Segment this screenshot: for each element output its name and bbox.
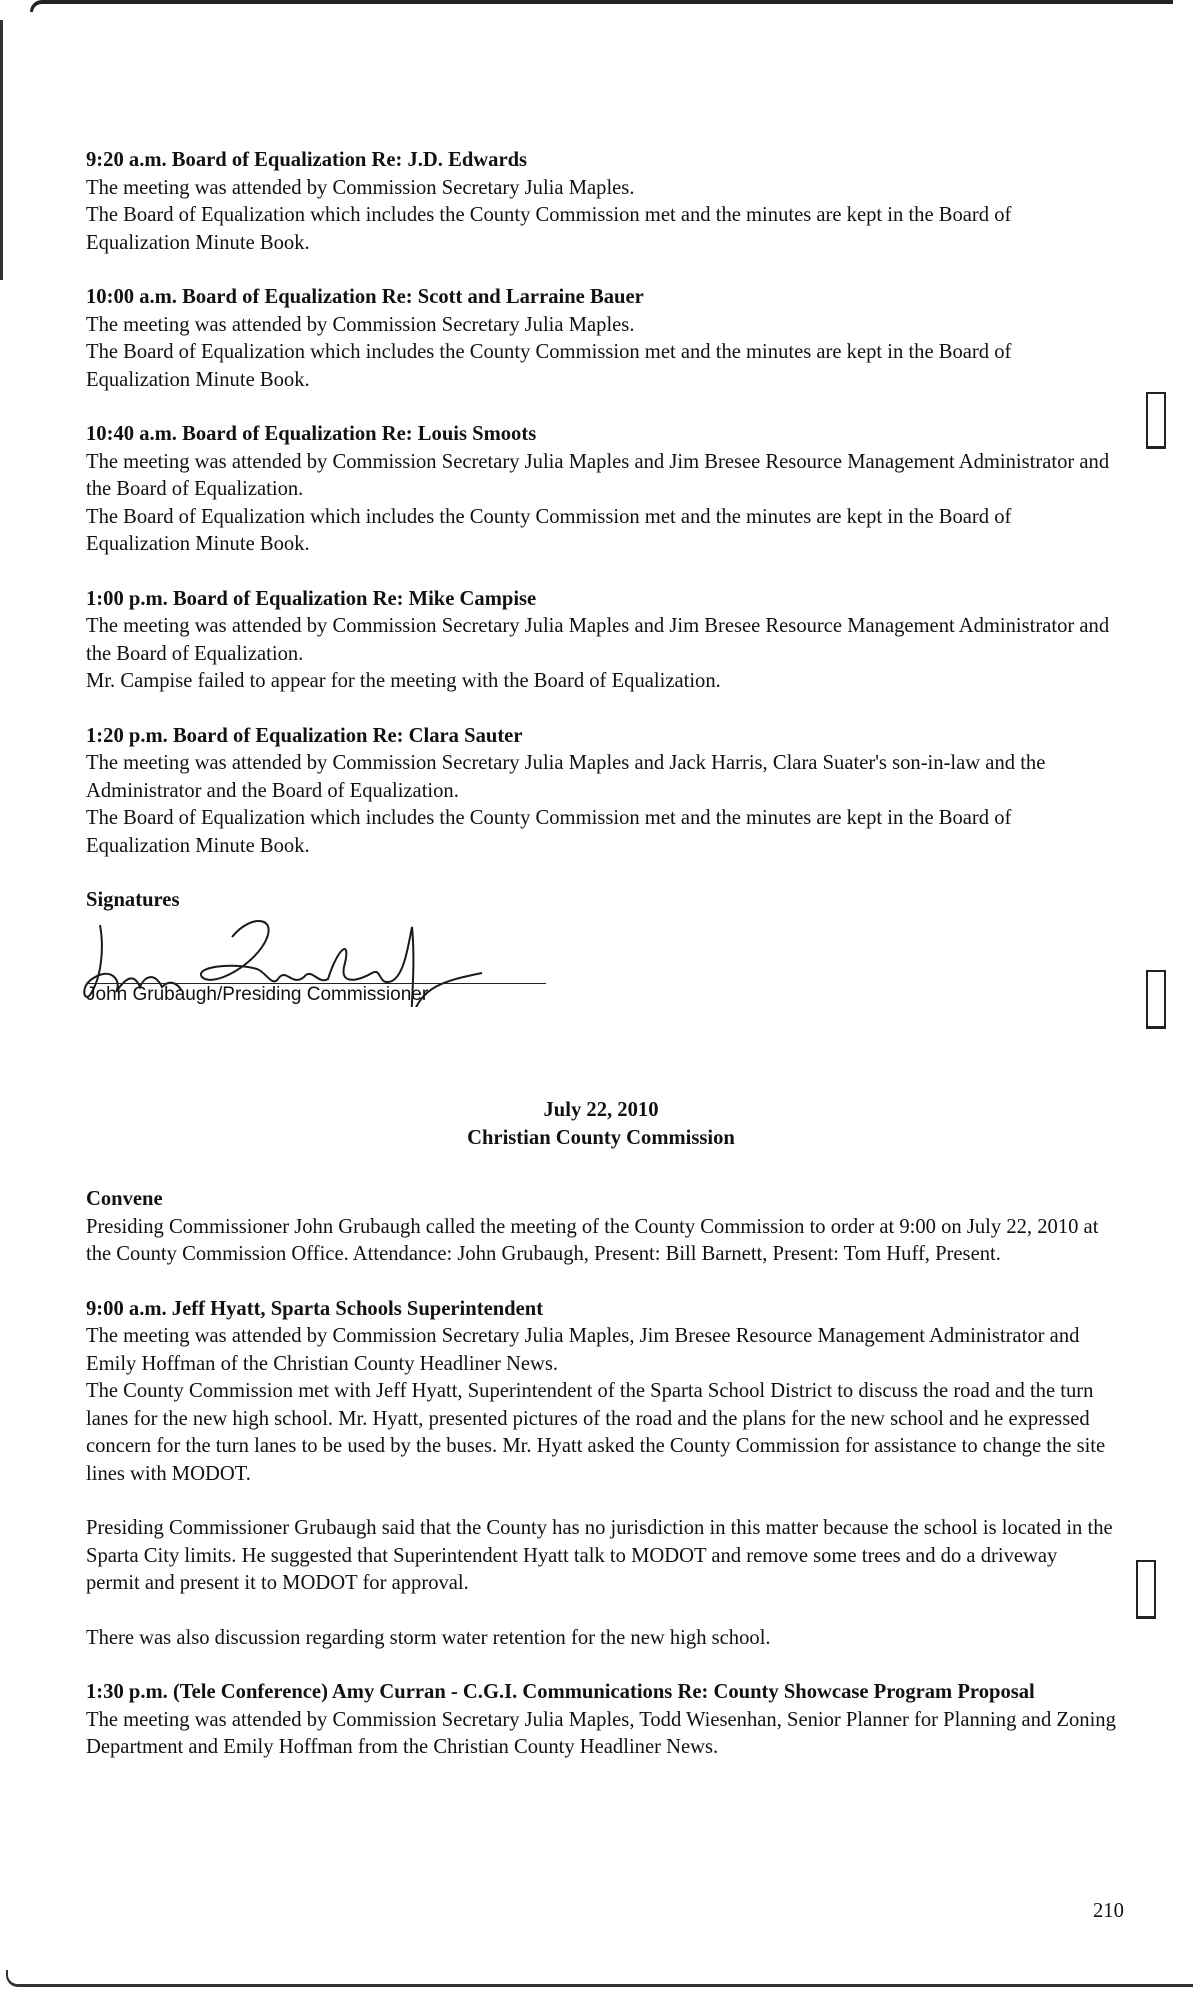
section-convene [86,1186,1116,1269]
section-smoots [86,421,1116,559]
section-heading: 9:20 a.m. Board of Equalization Re: J.D. Edwards [86,149,528,171]
section-paragraph: The meeting was attended by Commission Secretary Julia Maples and Jim Bresee Resource Management Administrator and the Board of Equalization. [86,615,1110,665]
section-heading: 1:30 p.m. (Tele Conference) Amy Curran - C.G.I. Communications Re: County Showcase Program Proposal [86,1681,1035,1703]
section-paragraph: The meeting was attended by Commission Secretary Julia Maples. [86,176,635,199]
section-heading: Convene [86,1188,163,1210]
section-paragraph: The Board of Equalization which includes the County Commission met and the minutes are kept in the Board of Equalization Minute Book. [86,505,1012,555]
session-date: July 22, 2010 [543,1099,659,1121]
section-bauer [86,284,1116,394]
section-heading: 1:00 p.m. Board of Equalization Re: Mike Campise [86,587,537,610]
section-paragraph: The Board of Equalization which includes the County Commission met and the minutes are kept in the Board of Equalization Minute Book. [86,204,1012,254]
signatures-label: Signatures [86,889,180,911]
section-heading: 1:20 p.m. Board of Equalization Re: Clara Sauter [86,724,523,747]
scan-border-bottom [6,1970,1193,1987]
section-paragraph: Mr. Campise failed to appear for the meeting with the Board of Equalization. [86,670,721,692]
section-heading: 10:40 a.m. Board of Equalization Re: Louis Smoots [86,423,537,445]
section-paragraph: There was also discussion regarding storm water retention for the new high school. [86,1626,771,1649]
section-heading: 10:00 a.m. Board of Equalization Re: Scott and Larraine Bauer [86,286,644,308]
section-paragraph: The County Commission met with Jeff Hyatt, Superintendent of the Sparta School District to discuss the road and the turn lanes for the new high school. Mr. Hyatt, presented pictures of the road and the plans for the new school and he expressed concern for the turn lanes to be used by the buses. Mr. Hyatt asked the County Commission for assistance to change the site lines with MODOT. [86,1380,1106,1485]
section-paragraph: The meeting was attended by Commission Secretary Julia Maples and Jack Harris, Clara Suater's son-in-law and the Administrator and the Board of Equalization. [86,752,1046,802]
margin-marker [1136,1560,1156,1619]
section-paragraph: The Board of Equalization which includes the County Commission met and the minutes are kept in the Board of Equalization Minute Book. [86,807,1012,857]
section-paragraph: The Board of Equalization which includes the County Commission met and the minutes are kept in the Board of Equalization Minute Book. [86,341,1012,391]
section-heading: 9:00 a.m. Jeff Hyatt, Sparta Schools Superintendent [86,1297,544,1320]
section-campise [86,586,1116,696]
signature-block [86,887,1116,1017]
section-paragraph: Presiding Commissioner John Grubaugh called the meeting of the County Commission to order at 9:00 on July 22, 2010 at the County Commission Office. Attendance: John Grubaugh, Present: Bill Barnett, Present: Tom Huff, Present. [86,1215,1099,1265]
document-body [86,147,1116,1789]
margin-marker [1146,970,1166,1029]
section-stormwater [86,1625,1116,1653]
section-paragraph: The meeting was attended by Commission Secretary Julia Maples and Jim Bresee Resource Management Administrator and the Board of Equalization. [86,450,1110,500]
section-jurisdiction [86,1515,1116,1598]
section-paragraph: Presiding Commissioner Grubaugh said that the County has no jurisdiction in this matter because the school is located in the Sparta City limits. He suggested that Superintendent Hyatt talk to MODOT and remove some trees and do a driveway permit and present it to MODOT for approval. [86,1517,1113,1594]
signer-name: John Grubaugh/Presiding Commissioner [86,984,429,1005]
scan-border-top [30,0,1173,12]
section-curran [86,1679,1116,1762]
page-number: 210 [1093,1900,1124,1922]
section-sauter [86,723,1116,861]
margin-marker [1146,392,1166,449]
section-paragraph: The meeting was attended by Commission Secretary Julia Maples, Jim Bresee Resource Management Administrator and Emily Hoffman of the Christian County Headliner News. [86,1325,1080,1375]
section-paragraph: The meeting was attended by Commission Secretary Julia Maples, Todd Wiesenhan, Senior Planner for Planning and Zoning Department and Emily Hoffman from the Christian County Headliner News. [86,1708,1116,1758]
section-edwards [86,147,1116,257]
scan-border-left [0,20,13,280]
session-body: Christian County Commission [467,1126,735,1149]
session-header [86,1097,1116,1152]
section-paragraph: The meeting was attended by Commission Secretary Julia Maples. [86,313,635,336]
section-hyatt [86,1296,1116,1489]
